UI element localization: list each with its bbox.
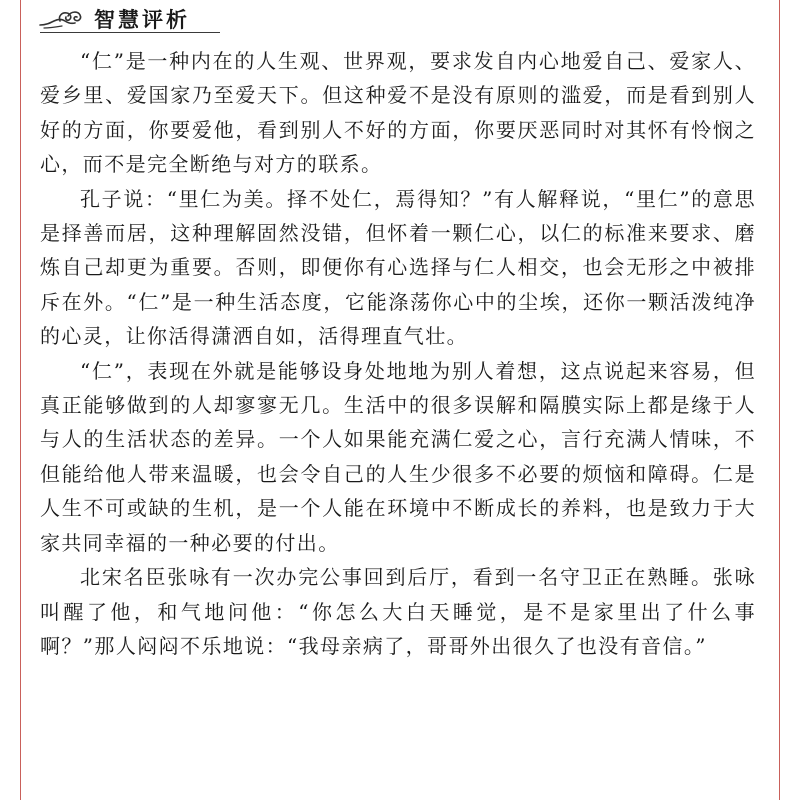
article-body bbox=[40, 44, 756, 663]
paragraph-3: “仁”，表现在外就是能够设身处地地为别人着想，这点说起来容易，但真正能够做到的人却寥寥无几。生活中的很多误解和隔膜实际上都是缘于人与人的生活状态的差异。一个人如果能充满仁爱之心，言行充满人情味，不但能给他人带来温暖，也会令自己的人生少很多不必要的烦恼和障碍。仁是人生不可或缺的生机，是一个人能在环境中不断成长的养料，也是致力于大家共同幸福的一种必要的付出。 bbox=[40, 358, 756, 555]
paragraph-2: 孔子说：“里仁为美。择不处仁，焉得知？”有人解释说，“里仁”的意思是择善而居，这种理解固然没错，但怀着一颗仁心，以仁的标准来要求、磨炼自己却更为重要。否则，即便你有心选择与仁人相交，也会无形之中被排斥在外。“仁”是一种生活态度，它能涤荡你心中的尘埃，还你一颗活泼纯净的心灵，让你活得潇洒自如，活得理直气壮。 bbox=[40, 186, 756, 349]
paragraph-1: “仁”是一种内在的人生观、世界观，要求发自内心地爱自己、爱家人、爱乡里、爱国家乃至爱天下。但这种爱不是没有原则的滥爱，而是看到别人好的方面，你要爱他，看到别人不好的方面，你要厌恶同时对其怀有怜悯之心，而不是完全断绝与对方的联系。 bbox=[40, 49, 756, 177]
paragraph-4: 北宋名臣张咏有一次办完公事回到后厅，看到一名守卫正在熟睡。张咏叫醒了他，和气地问他：“你怎么大白天睡觉，是不是家里出了什么事啊？”那人闷闷不乐地说：“我母亲病了，哥哥外出很久了也没有音信。” bbox=[40, 565, 756, 658]
cloud-ornament-icon bbox=[38, 7, 88, 31]
section-header bbox=[38, 4, 190, 34]
header-rule bbox=[40, 32, 220, 33]
section-title: 智慧评析 bbox=[94, 8, 190, 32]
